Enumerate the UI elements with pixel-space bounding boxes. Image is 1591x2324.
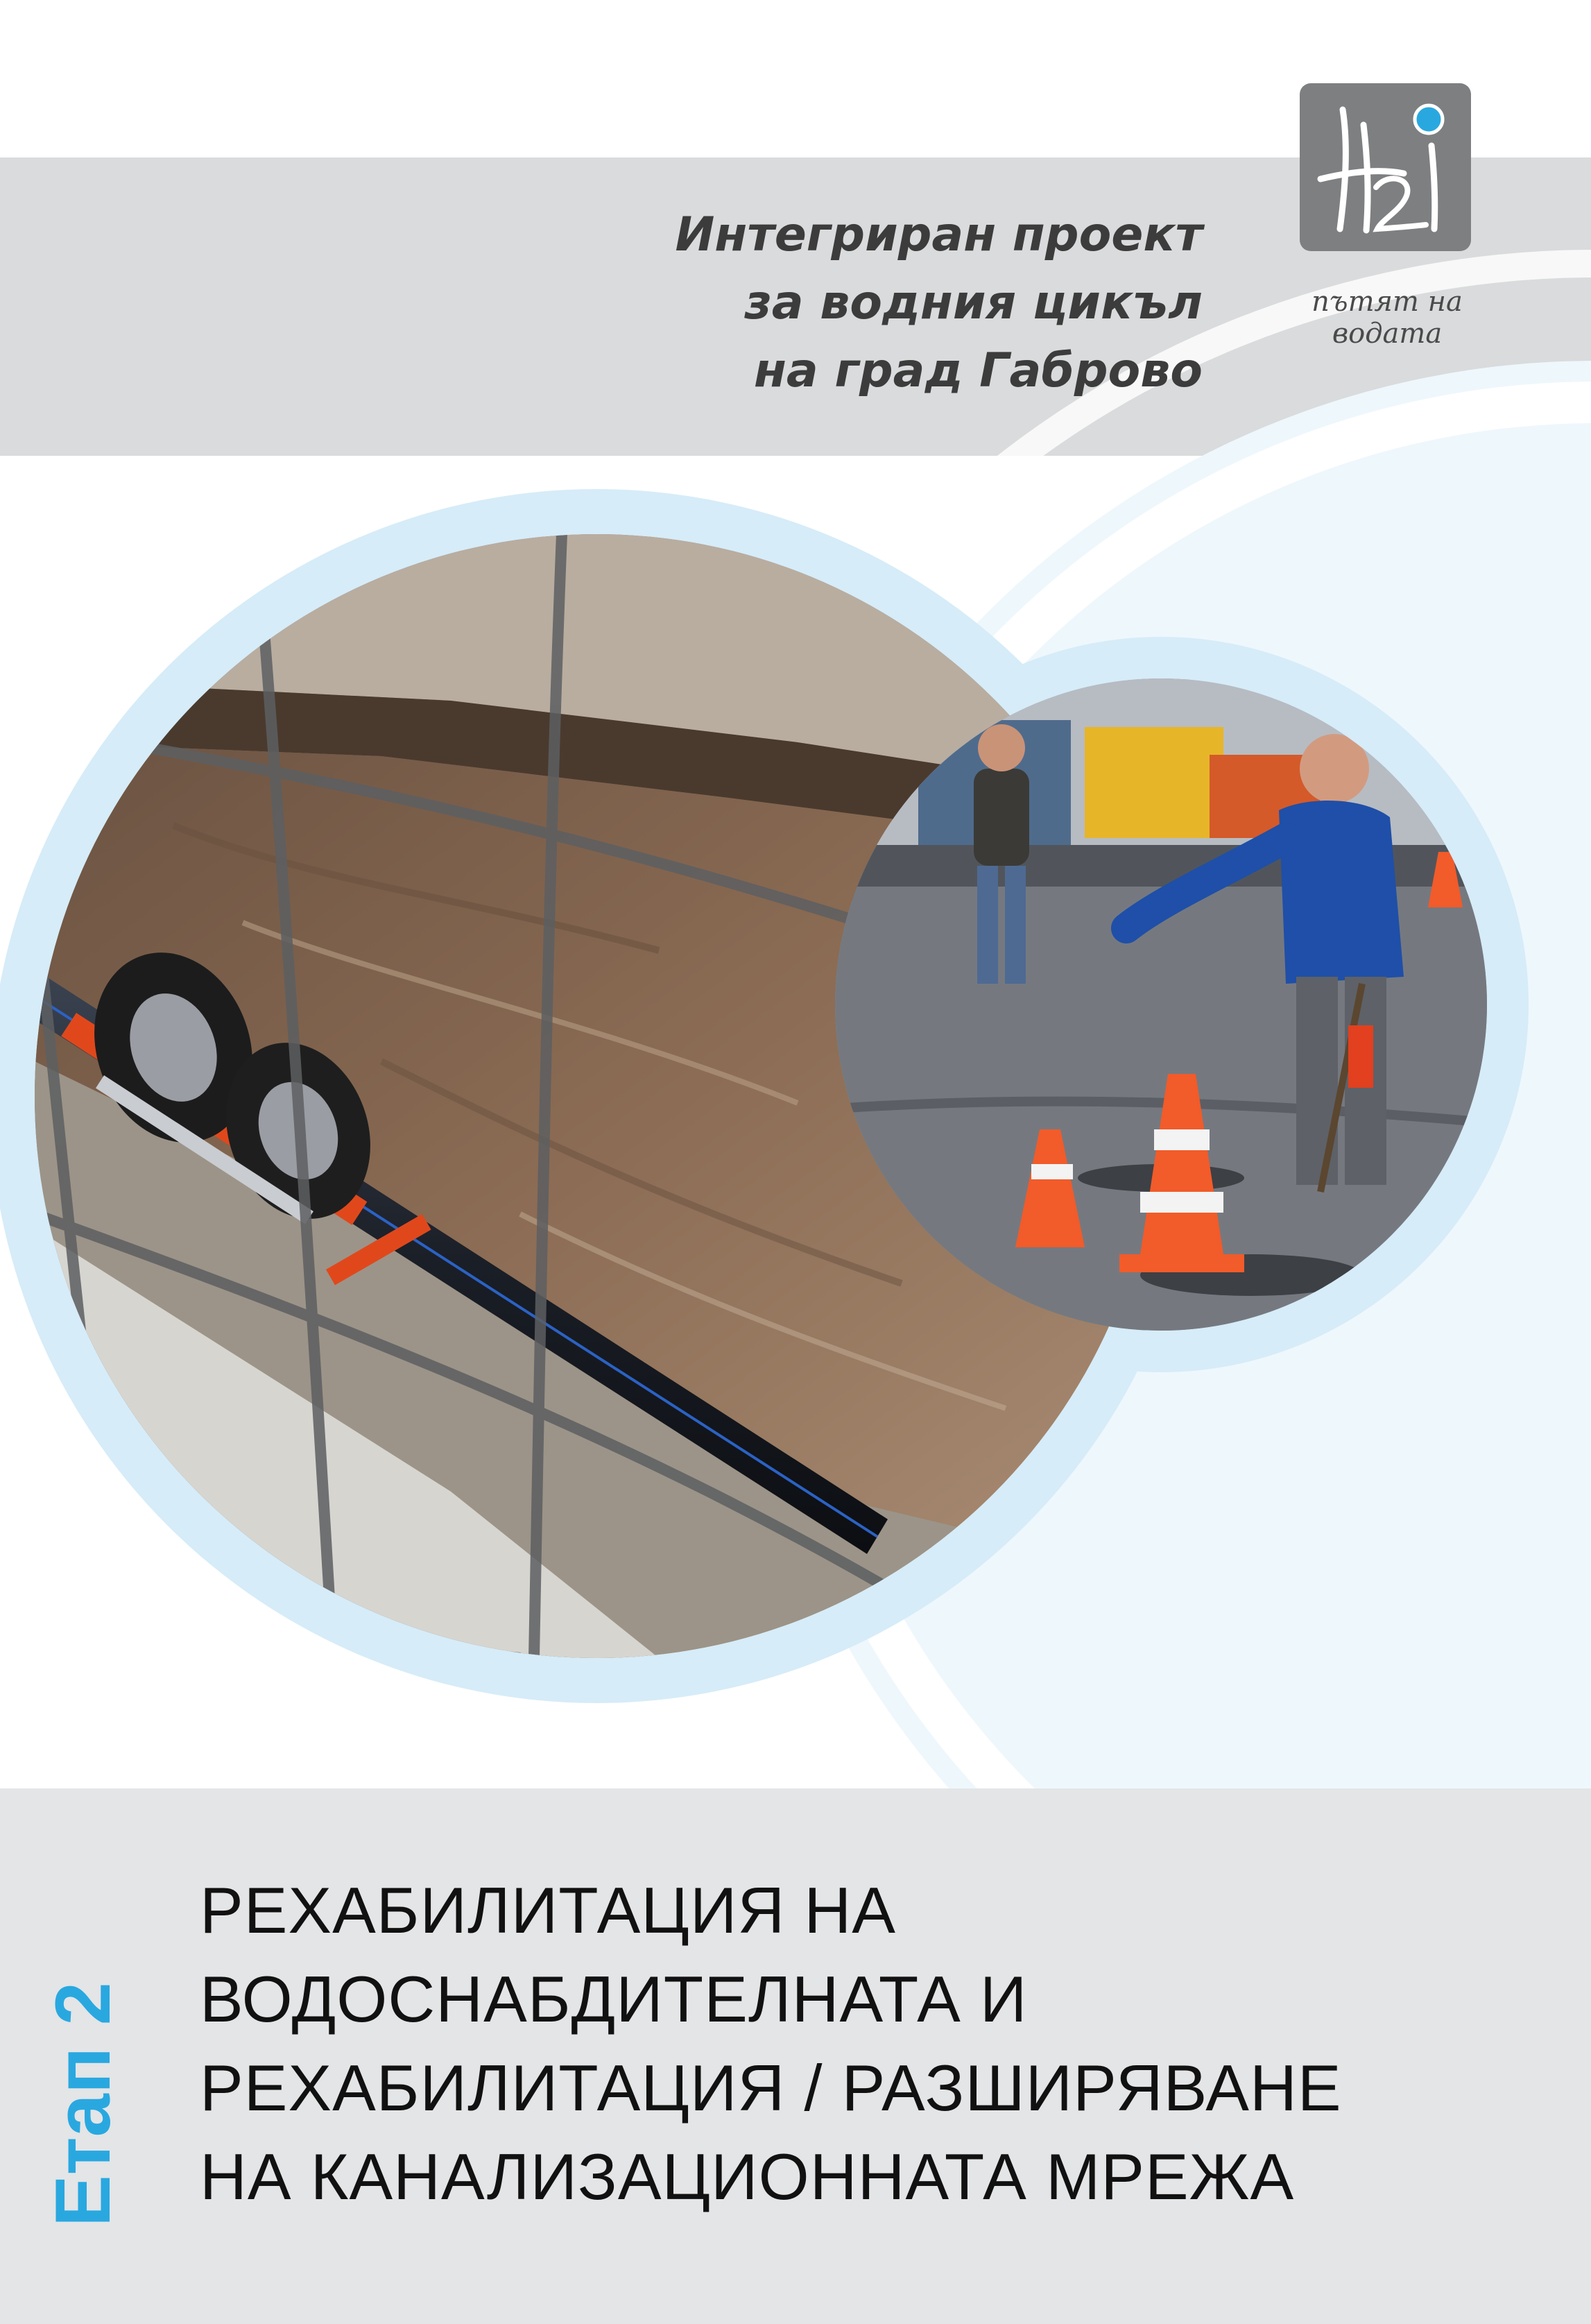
project-title [440, 201, 1203, 405]
main-title-line-3: РЕХАБИЛИТАЦИЯ / РАЗШИРЯВАНЕ [200, 2051, 1342, 2124]
stage-label: Етап 2 [40, 1982, 126, 2227]
main-title [200, 1866, 1448, 2221]
logo-tagline: пътят на водата [1312, 286, 1463, 350]
street-workers-cones-photo [835, 678, 1487, 1331]
project-title-line-3: на град Габрово [753, 343, 1203, 398]
main-title-line-2: ВОДОСНАБДИТЕЛНАТА И [200, 1963, 1028, 2035]
h2i-logo-icon [1300, 83, 1471, 251]
project-title-line-1: Интегриран проект [675, 207, 1203, 262]
main-title-line-1: РЕХАБИЛИТАЦИЯ НА [200, 1874, 896, 1947]
main-title-line-4: НА КАНАЛИЗАЦИОННАТА МРЕЖА [200, 2140, 1295, 2213]
project-title-line-2: за водния цикъл [744, 275, 1203, 330]
